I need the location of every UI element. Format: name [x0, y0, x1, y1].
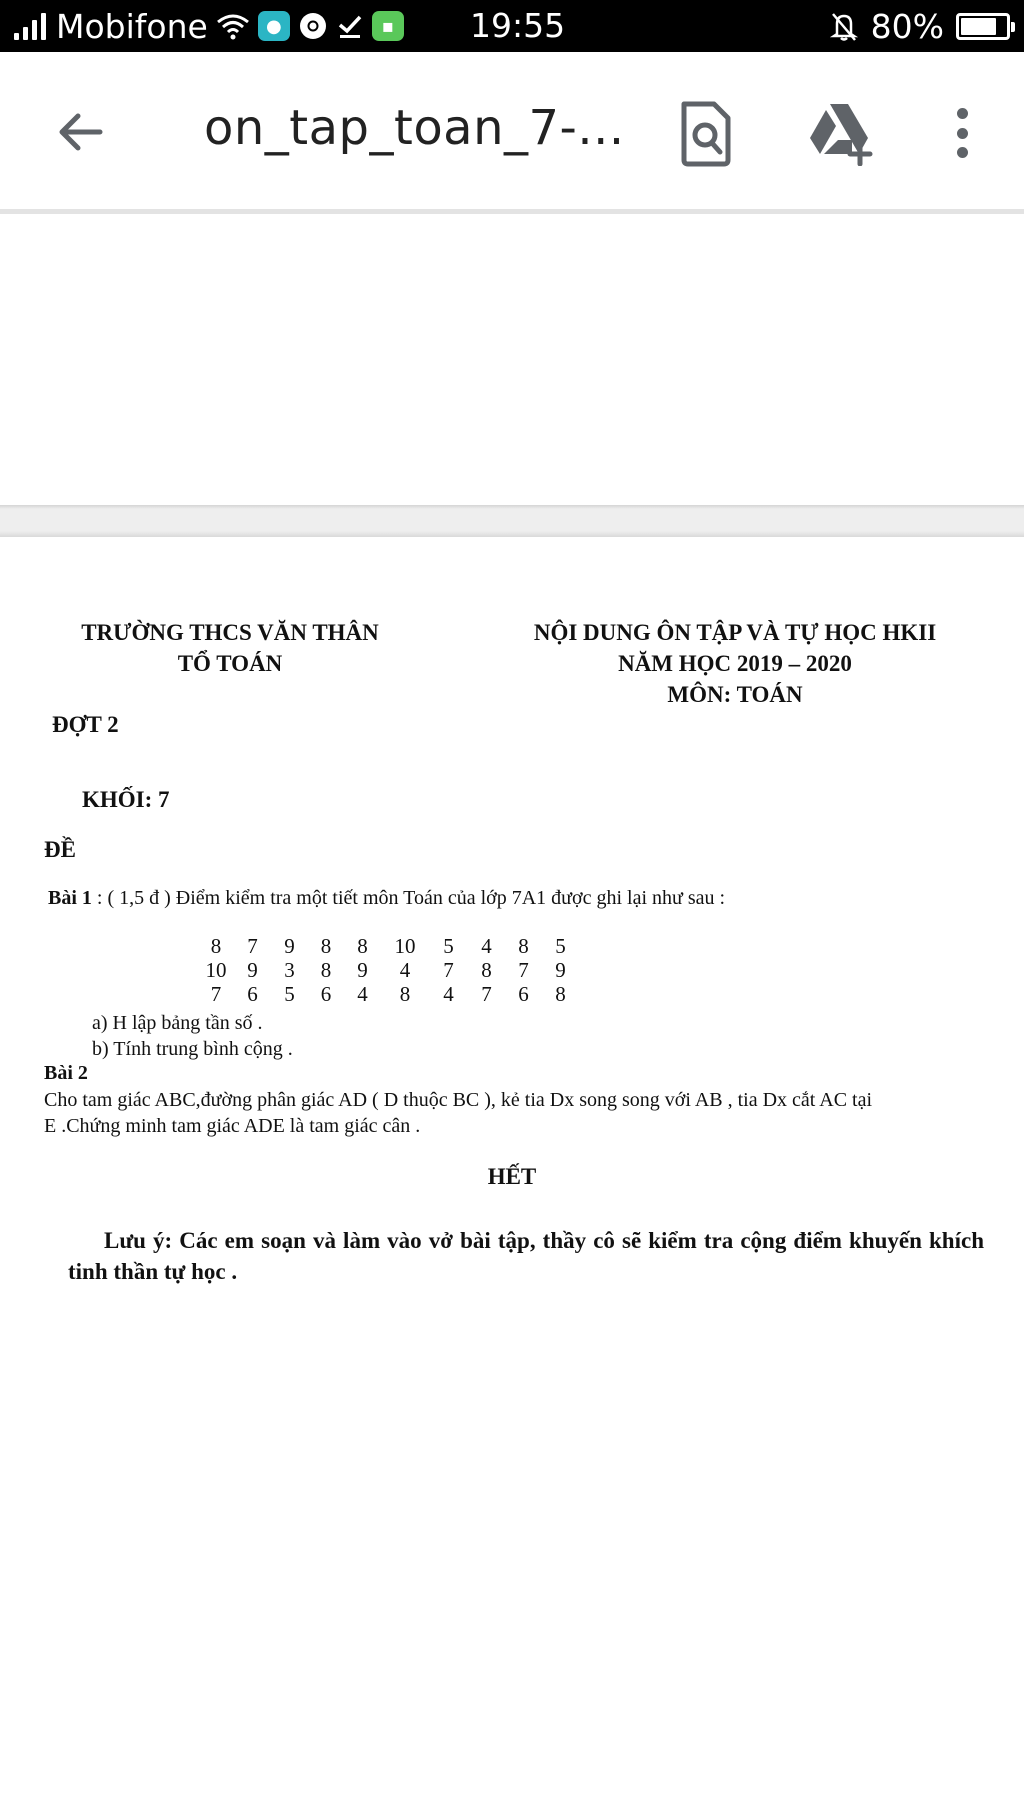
score-table — [198, 934, 579, 1006]
wifi-icon — [216, 12, 250, 40]
document-page — [0, 537, 1024, 1820]
score-cell: 7 — [210, 982, 222, 1006]
score-row — [198, 982, 579, 1006]
exercise-2-label: Bài 2 — [44, 1062, 88, 1084]
chrome-icon — [298, 11, 328, 41]
more-vert-icon[interactable] — [944, 100, 980, 166]
document-title: on_tap_toan_7-... — [204, 100, 625, 156]
score-cell: 8 — [320, 934, 332, 958]
school-year: NĂM HỌC 2019 – 2020 — [618, 651, 852, 676]
score-cell: 3 — [284, 958, 295, 982]
score-cell: 4 — [481, 934, 492, 958]
score-cell: 7 — [518, 958, 529, 982]
add-to-drive-icon[interactable] — [808, 100, 876, 166]
document-heading: NỘI DUNG ÔN TẬP VÀ TỰ HỌC HKII — [533, 620, 937, 645]
bell-off-icon — [829, 10, 859, 42]
score-cell: 4 — [399, 958, 411, 982]
score-cell: 8 — [210, 934, 222, 958]
note: Lưu ý: Các em soạn và làm vào vở bài tập, thầy cô sẽ kiểm tra cộng điểm khuyến khích tinh thần tự học . — [68, 1228, 984, 1284]
score-cell: 7 — [247, 934, 258, 958]
page-separator — [0, 505, 1024, 537]
score-cell: 4 — [443, 982, 454, 1006]
score-cell: 9 — [357, 958, 368, 982]
exercise-1-label: Bài 1 — [48, 887, 92, 909]
score-cell: 10 — [205, 958, 227, 982]
app-badge-icon: ● — [258, 11, 290, 41]
score-cell: 9 — [247, 958, 258, 982]
score-cell: 7 — [481, 982, 492, 1006]
exercise-1 — [48, 887, 725, 910]
carrier-name: Mobifone — [56, 6, 208, 46]
android-icon: ▪ — [372, 11, 404, 41]
department-name: TỔ TOÁN — [177, 651, 283, 676]
score-cell: 8 — [399, 982, 411, 1006]
exercise-1-part-a: a) H lập bảng tần số . — [92, 1012, 263, 1034]
score-cell: 6 — [320, 982, 332, 1006]
signal-icon — [14, 12, 46, 40]
score-cell: 8 — [481, 958, 492, 982]
school-header — [60, 617, 400, 679]
app-bar — [0, 52, 1024, 210]
exercise-2-line-2: E .Chứng minh tam giác ADE là tam giác cân . — [44, 1115, 421, 1137]
score-cell: 5 — [443, 934, 454, 958]
score-cell: 8 — [357, 934, 368, 958]
end-marker: HẾT — [487, 1164, 537, 1189]
score-row — [198, 958, 579, 982]
score-cell: 5 — [284, 982, 295, 1006]
score-cell: 8 — [320, 958, 332, 982]
document-header — [500, 617, 970, 710]
score-row — [198, 934, 579, 958]
exercise-1-questions — [92, 1010, 293, 1062]
clock: 19:55 — [470, 6, 566, 45]
score-cell: 9 — [284, 934, 295, 958]
exercise-2-text — [44, 1087, 974, 1139]
score-cell: 6 — [518, 982, 529, 1006]
score-cell: 6 — [247, 982, 258, 1006]
score-cell: 9 — [555, 958, 566, 982]
score-cell: 8 — [555, 982, 566, 1006]
subject: MÔN: TOÁN — [667, 682, 803, 707]
score-cell: 4 — [357, 982, 368, 1006]
score-cell: 10 — [394, 934, 416, 958]
battery-percent: 80% — [870, 6, 944, 46]
status-bar — [0, 0, 1024, 52]
grade-label: KHỐI: 7 — [82, 787, 170, 812]
score-cell: 7 — [443, 958, 454, 982]
exercise-1-text: : ( 1,5 đ ) Điểm kiểm tra một tiết môn Toán của lớp 7A1 được ghi lại như sau : — [91, 887, 726, 909]
batch-label: ĐỢT 2 — [52, 712, 119, 737]
exercise-2-line-1: Cho tam giác ABC,đường phân giác AD ( D thuộc BC ), kẻ tia Dx song song với AB , tia Dx cắt AC tại — [44, 1089, 873, 1111]
exercise-1-part-b: b) Tính trung bình cộng . — [92, 1038, 293, 1060]
school-name: TRƯỜNG THCS VĂN THÂN — [81, 620, 379, 645]
check-icon — [336, 12, 364, 40]
back-arrow-icon[interactable] — [50, 102, 110, 162]
find-in-page-icon[interactable] — [676, 98, 736, 168]
score-cell: 8 — [518, 934, 529, 958]
battery-icon — [956, 13, 1010, 40]
exam-label: ĐỀ — [44, 837, 76, 862]
app-bar-divider — [0, 209, 1024, 214]
score-cell: 5 — [555, 934, 566, 958]
battery-level — [961, 18, 996, 35]
